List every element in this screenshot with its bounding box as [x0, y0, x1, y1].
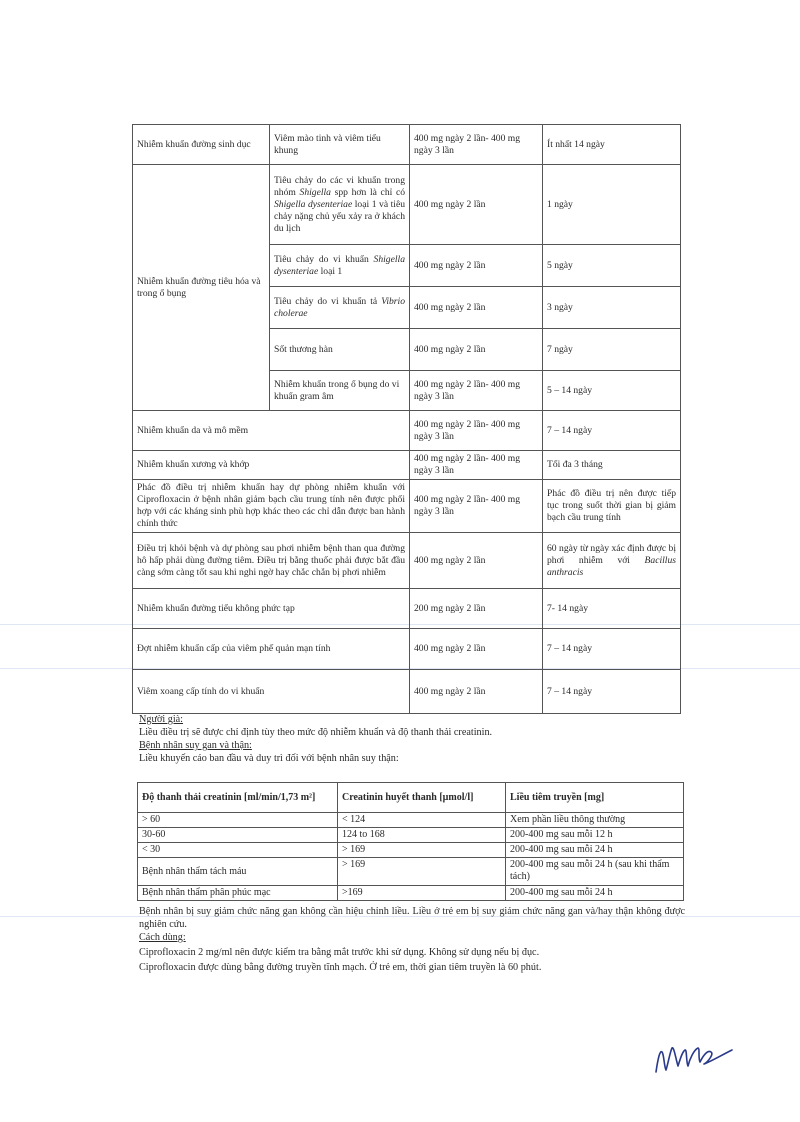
duration-cell: 5 – 14 ngày	[543, 371, 681, 411]
dose-cell: 200 mg ngày 2 lần	[410, 589, 543, 629]
table-row	[138, 886, 684, 901]
table-cell: < 124	[338, 813, 506, 828]
sub-indication-cell: Viêm mào tinh và viêm tiểu khung	[270, 125, 410, 165]
dosage-table	[132, 124, 681, 714]
dose-cell: 400 mg ngày 2 lần- 400 mg ngày 3 lần	[410, 371, 543, 411]
usage-text: Ciprofloxacin được dùng bằng đường truyền tĩnh mạch. Ở trẻ em, thời gian tiêm truyền là 60 phút.	[139, 962, 542, 973]
indication-cell: Đợt nhiễm khuẩn cấp của viêm phế quản mạn tính	[133, 629, 410, 670]
dose-cell: 400 mg ngày 2 lần	[410, 533, 543, 589]
duration-cell: 7 – 14 ngày	[543, 411, 681, 451]
elderly-text: Liều điều trị sẽ được chỉ định tùy theo mức độ nhiễm khuẩn và độ thanh thải creatinin.	[139, 727, 493, 738]
table-cell: Xem phần liều thông thường	[506, 813, 684, 828]
table-cell: >169	[338, 886, 506, 901]
table-cell: > 169	[338, 858, 506, 886]
indication-cell: Nhiễm khuẩn đường tiêu hóa và trong ổ bụng	[133, 165, 270, 411]
dose-cell: 400 mg ngày 2 lần	[410, 629, 543, 670]
dose-cell: 400 mg ngày 2 lần- 400 mg ngày 3 lần	[410, 451, 543, 480]
table-row	[133, 629, 681, 670]
post-table-section	[139, 905, 685, 974]
duration-cell: Tối đa 3 tháng	[543, 451, 681, 480]
table-cell: Bệnh nhân thẩm tách máu	[138, 858, 338, 886]
usage-text: Ciprofloxacin 2 mg/ml nên được kiểm tra bằng mắt trước khi sử dụng. Không sử dụng nếu bị đục.	[139, 947, 540, 958]
table-row	[138, 858, 684, 886]
hepatic-note: Bệnh nhân bị suy giảm chức năng gan không cần hiệu chỉnh liều. Liều ở trẻ em bị suy giảm chức năng gan và/hay thận không được nghiên cứu.	[139, 906, 685, 930]
sub-indication-cell: Sốt thương hàn	[270, 329, 410, 371]
table-cell: Bệnh nhân thẩm phân phúc mạc	[138, 886, 338, 901]
table-row	[133, 411, 681, 451]
table-cell: > 60	[138, 813, 338, 828]
renal-dose-table	[137, 782, 684, 901]
indication-cell: Phác đồ điều trị nhiễm khuẩn hay dự phòng nhiễm khuẩn với Ciprofloxacin ở bệnh nhân giảm bạch cầu trung tính nên được phối hợp với các kháng sinh phù hợp khác theo các chỉ dẫn được ban hành chính thức	[133, 480, 410, 533]
elderly-heading: Người già:	[139, 714, 184, 725]
dose-cell: 400 mg ngày 2 lần	[410, 329, 543, 371]
dose-cell: 400 mg ngày 2 lần	[410, 670, 543, 714]
sub-indication-cell: Tiêu chảy do vi khuẩn tả Vibrio cholerae	[270, 287, 410, 329]
renal-intro: Liều khuyến cáo ban đầu và duy trì đối với bệnh nhân suy thận:	[139, 753, 399, 764]
dose-cell: 400 mg ngày 2 lần	[410, 287, 543, 329]
duration-cell: 60 ngày từ ngày xác định được bị phơi nhiễm với Bacillus anthracis	[543, 533, 681, 589]
duration-cell: 3 ngày	[543, 287, 681, 329]
indication-cell: Nhiễm khuẩn da và mô mềm	[133, 411, 410, 451]
table-cell: 200-400 mg sau mỗi 24 h (sau khi thẩm tách)	[506, 858, 684, 886]
renal-heading: Bệnh nhân suy gan và thận:	[139, 740, 252, 751]
table-row	[133, 589, 681, 629]
sub-indication-cell: Tiêu chảy do vi khuẩn Shigella dysenteriae loại 1	[270, 245, 410, 287]
sub-indication-cell: Tiêu chảy do các vi khuẩn trong nhóm Shigella spp hơn là chỉ có Shigella dysenteriae loại 1 và tiêu chảy nặng chủ yếu xảy ra ở khách du lịch	[270, 165, 410, 245]
signature-icon	[648, 1036, 738, 1086]
table-row	[133, 125, 681, 165]
indication-cell: Nhiễm khuẩn đường tiểu không phức tạp	[133, 589, 410, 629]
table-row	[138, 813, 684, 828]
table-cell: 124 to 168	[338, 828, 506, 843]
sub-indication-cell: Nhiễm khuẩn trong ổ bụng do vi khuẩn gram âm	[270, 371, 410, 411]
duration-cell: 7- 14 ngày	[543, 589, 681, 629]
table-cell: < 30	[138, 843, 338, 858]
dose-cell: 400 mg ngày 2 lần- 400 mg ngày 3 lần	[410, 480, 543, 533]
duration-cell: 7 – 14 ngày	[543, 670, 681, 714]
column-header: Liều tiêm truyền [mg]	[506, 783, 684, 813]
table-row	[133, 670, 681, 714]
dose-cell: 400 mg ngày 2 lần- 400 mg ngày 3 lần	[410, 411, 543, 451]
table-row	[138, 843, 684, 858]
dose-cell: 400 mg ngày 2 lần	[410, 165, 543, 245]
duration-cell: 1 ngày	[543, 165, 681, 245]
duration-cell: Phác đồ điều trị nên được tiếp tục trong suốt thời gian bị giảm bạch cầu trung tính	[543, 480, 681, 533]
table-cell: 30-60	[138, 828, 338, 843]
usage-heading: Cách dùng:	[139, 932, 186, 943]
table-cell: 200-400 mg sau mỗi 12 h	[506, 828, 684, 843]
indication-cell: Nhiễm khuẩn xương và khớp	[133, 451, 410, 480]
table-row	[138, 828, 684, 843]
table-header-row	[138, 783, 684, 813]
indication-cell: Nhiễm khuẩn đường sinh dục	[133, 125, 270, 165]
table-row	[133, 165, 681, 245]
table-row	[133, 533, 681, 589]
indication-cell: Điều trị khỏi bệnh và dự phòng sau phơi nhiễm bệnh than qua đường hô hấp phải dùng đường tiêm. Điều trị bằng thuốc phải được bắt đầu càng sớm càng tốt sau khi nghi ngờ hay chắc chắn bị phơi nhiễm	[133, 533, 410, 589]
table-cell: 200-400 mg sau mỗi 24 h	[506, 886, 684, 901]
column-header: Độ thanh thải creatinin [ml/min/1,73 m²]	[138, 783, 338, 813]
duration-cell: Ít nhất 14 ngày	[543, 125, 681, 165]
table-row	[133, 451, 681, 480]
table-cell: 200-400 mg sau mỗi 24 h	[506, 843, 684, 858]
table-row	[133, 480, 681, 533]
duration-cell: 5 ngày	[543, 245, 681, 287]
indication-cell: Viêm xoang cấp tính do vi khuẩn	[133, 670, 410, 714]
column-header: Creatinin huyết thanh [µmol/l]	[338, 783, 506, 813]
duration-cell: 7 ngày	[543, 329, 681, 371]
duration-cell: 7 – 14 ngày	[543, 629, 681, 670]
dose-cell: 400 mg ngày 2 lần	[410, 245, 543, 287]
elderly-section	[139, 713, 492, 765]
dose-cell: 400 mg ngày 2 lần- 400 mg ngày 3 lần	[410, 125, 543, 165]
table-cell: > 169	[338, 843, 506, 858]
